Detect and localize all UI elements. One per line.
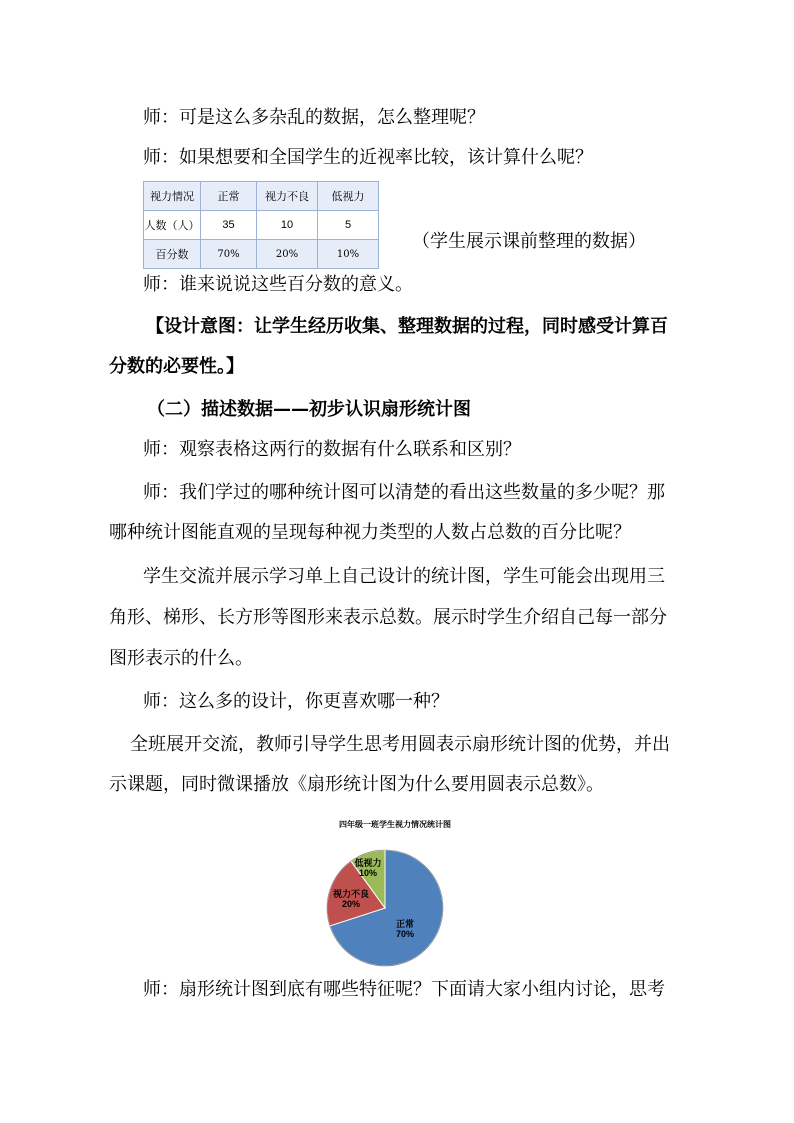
table-cell: 视力不良 — [257, 182, 318, 211]
text-line: 示课题，同时微课播放《扇形统计图为什么要用圆表示总数》。 — [109, 774, 604, 795]
table-cell: 正常 — [201, 182, 257, 211]
text-line: 全班展开交流，教师引导学生思考用圆表示扇形统计图的优势，并出 — [130, 734, 670, 755]
table-header-row — [144, 182, 379, 211]
text-line: 学生交流并展示学习单上自己设计的统计图，学生可能会出现用三 — [143, 566, 665, 587]
text-line: 师：可是这么多杂乱的数据，怎么整理呢？ — [143, 107, 485, 128]
table-cell: 人数（人） — [144, 211, 201, 240]
text-line: 师：观察表格这两行的数据有什么联系和区别？ — [143, 439, 521, 460]
section-heading: （二）描述数据——初步认识扇形统计图 — [147, 399, 471, 420]
vision-pie-chart — [300, 815, 490, 975]
vision-data-table — [143, 181, 379, 269]
table-caption-note: （学生展示课前整理的数据） — [412, 231, 646, 252]
chart-title: 四年级一班学生视力情况统计图 — [339, 820, 451, 829]
slice-label: 视力不良 — [332, 889, 370, 899]
slice-percent: 70% — [395, 929, 415, 939]
slice-percent: 10% — [358, 868, 378, 878]
table-cell: 35 — [201, 211, 257, 240]
text-line: 师：扇形统计图到底有哪些特征呢？下面请大家小组内讨论，思考 — [143, 979, 665, 1000]
slice-label: 低视力 — [354, 858, 382, 868]
table-cell: 5 — [318, 211, 379, 240]
slice-percent: 20% — [341, 899, 361, 909]
text-line: 师：这么多的设计，你更喜欢哪一种？ — [143, 691, 449, 712]
design-intent: 分数的必要性。】 — [109, 356, 244, 377]
table-cell: 百分数 — [144, 240, 201, 269]
slice-label: 正常 — [395, 919, 415, 929]
text-line: 师：我们学过的哪种统计图可以清楚的看出这些数量的多少呢？那 — [143, 482, 665, 503]
table-row — [144, 211, 379, 240]
table-cell: 10% — [318, 240, 379, 269]
design-intent: 【设计意图：让学生经历收集、整理数据的过程，同时感受计算百 — [146, 316, 668, 337]
table-cell: 20% — [257, 240, 318, 269]
table-cell: 10 — [257, 211, 318, 240]
table-cell: 视力情况 — [144, 182, 201, 211]
table-cell: 70% — [201, 240, 257, 269]
table-row — [144, 240, 379, 269]
text-line: 角形、梯形、长方形等图形来表示总数。展示时学生介绍自己每一部分 — [109, 607, 667, 628]
table-cell: 低视力 — [318, 182, 379, 211]
text-line: 师：如果想要和全国学生的近视率比较，该计算什么呢？ — [143, 147, 593, 168]
text-line: 图形表示的什么。 — [109, 648, 253, 669]
text-line: 哪种统计图能直观的呈现每种视力类型的人数占总数的百分比呢？ — [109, 522, 631, 543]
text-line: 师：谁来说说这些百分数的意义。 — [143, 274, 413, 295]
